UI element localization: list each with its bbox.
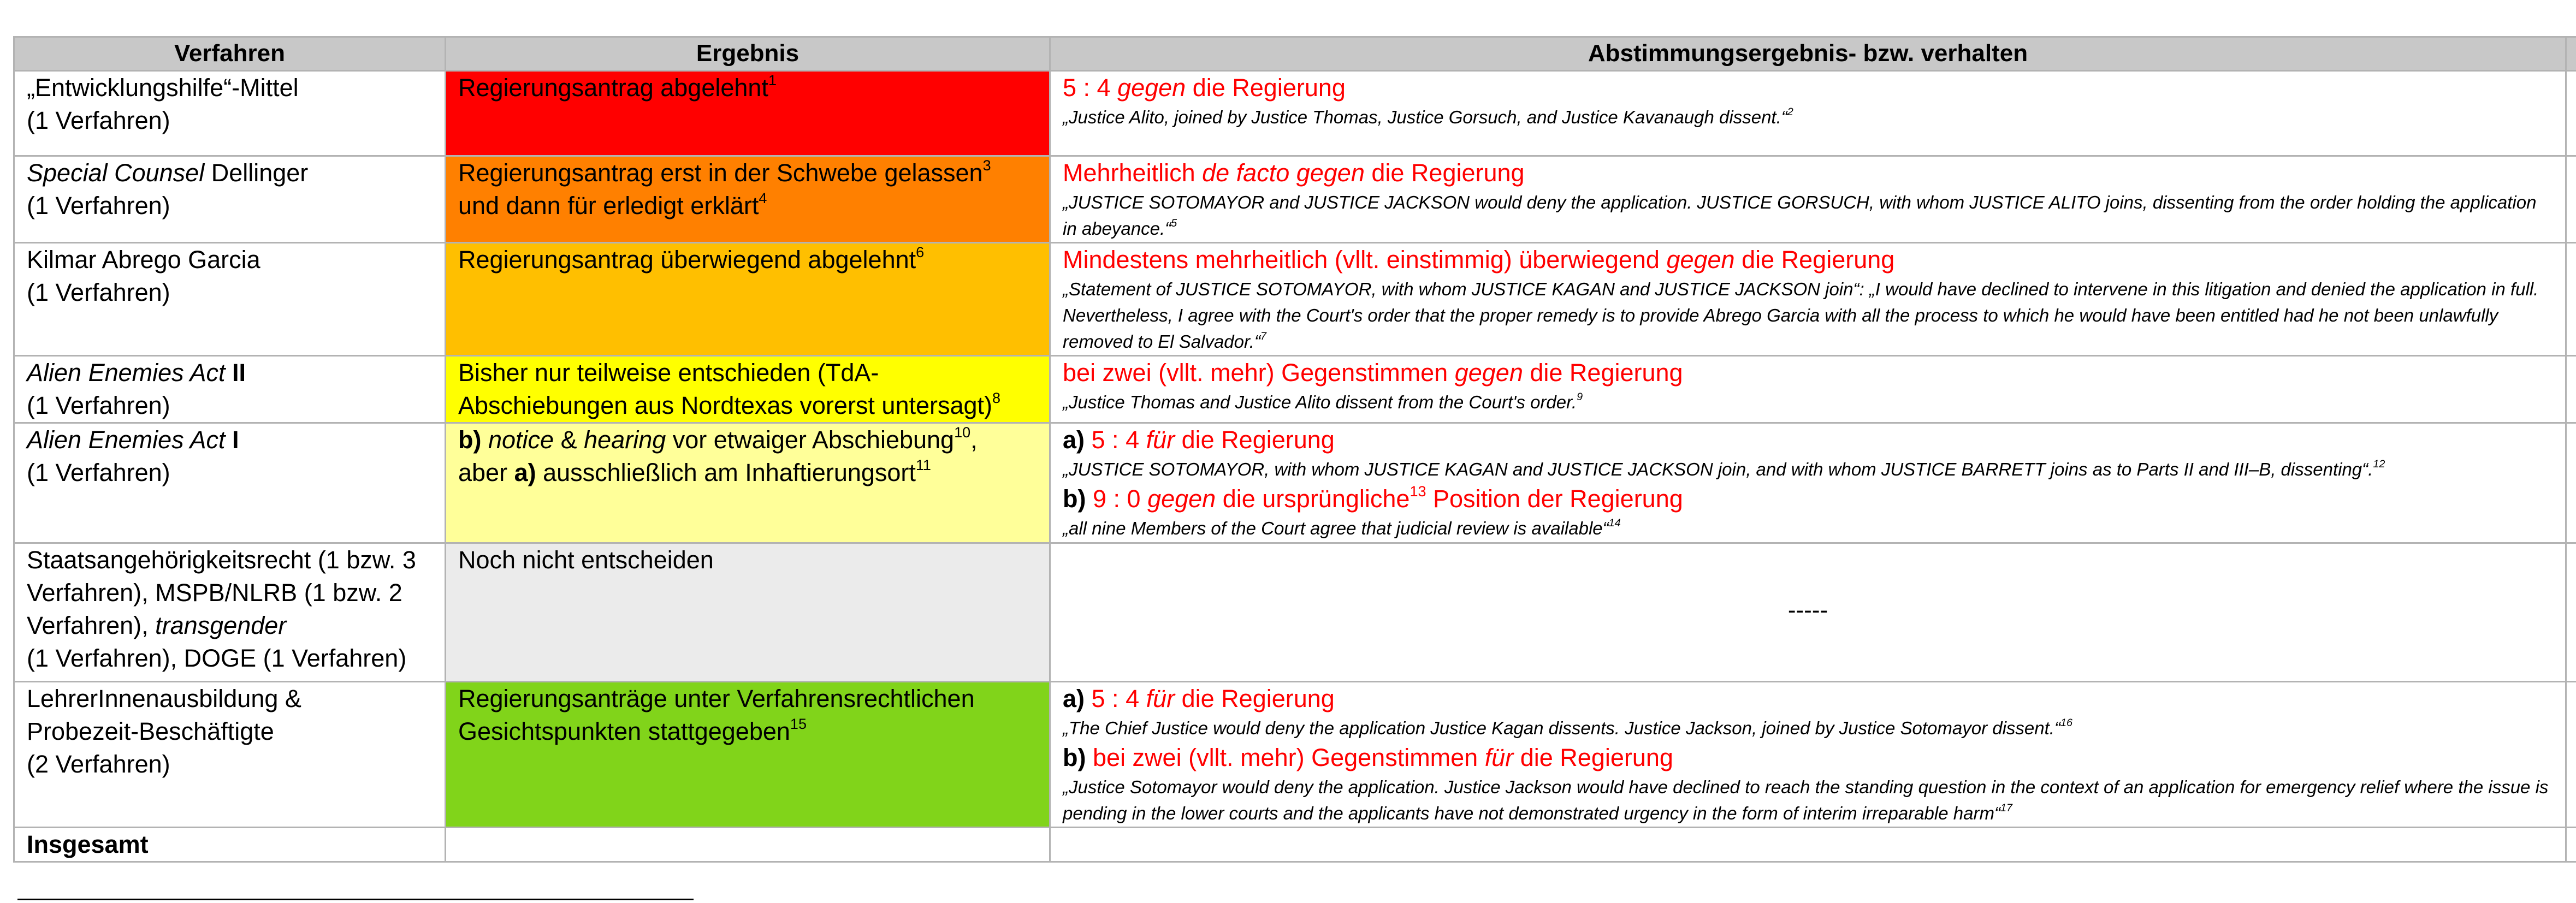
vote-summary-b: b) 9 : 0 gegen die ursprüngliche$^{13}$ Position der Regierung <box>1063 483 1683 513</box>
total-label: Insgesamt <box>14 828 446 862</box>
ergebnis-cell: Bisher nur teilweise entschieden (TdA-Abschiebungen aus Nordtexas vorerst untersagt)$^8$ <box>446 356 1050 423</box>
vote-cell <box>1050 243 2566 356</box>
verfahren-cell: Special Counsel Dellinger (1 Verfahren) <box>14 156 446 243</box>
vote-quote-a: „JUSTICE SOTOMAYOR, with whom JUSTICE KAGAN and JUSTICE JACKSON join, and with whom JUSTICE BARRETT joins as to Parts II and III–B, dissenting“.$^{12}$ <box>1063 458 2385 479</box>
vote-quote: „Statement of JUSTICE SOTOMAYOR, with whom JUSTICE KAGAN and JUSTICE JACKSON join“: „I would have declined to intervene in this litigation and denied the application in full. Nevertheless, I agree with the Court's order that the proper remedy is to provide Abrego Garcia with all the process to which he would have been entitled had he not been unlawfully removed to El Salvador.“$^7$ <box>1063 279 2539 352</box>
table-row <box>14 543 2576 682</box>
table-row <box>14 356 2576 423</box>
table-row <box>14 423 2576 543</box>
vote-quote-b: „all nine Members of the Court agree that judicial review is available“$^{14}$ <box>1063 517 1621 538</box>
footnote-separator <box>17 899 694 900</box>
total-row <box>14 828 2576 862</box>
table-row <box>14 71 2576 156</box>
verfahren-cell: LehrerInnenausbildung & Probezeit-Beschäftigte (2 Verfahren) <box>14 682 446 828</box>
verfahren-cell: Kilmar Abrego Garcia (1 Verfahren) <box>14 243 446 356</box>
vote-summary: Mehrheitlich de facto gegen die Regierung <box>1063 159 1525 187</box>
vote-cell <box>1050 543 2566 682</box>
vote-summary-a: a) 5 : 4 für die Regierung <box>1063 685 1335 712</box>
vote-cell <box>1050 71 2566 156</box>
vote-quote-b: „Justice Sotomayor would deny the application. Justice Jackson would have declined to reach the standing question in the context of an application for emergency relief where the issue is pending in the lower courts and the applicants have not demonstrated urgency in the form of interim irreparable harm“$^{17}$ <box>1063 777 2549 823</box>
vote-summary-b: b) bei zwei (vllt. mehr) Gegenstimmen für die Regierung <box>1063 744 1673 771</box>
ergebnis-cell: b) notice & hearing vor etwaiger Abschiebung$^{10}$, aber a) ausschließlich am Inhaftierungsort$^{11}$ <box>446 423 1050 543</box>
vote-summary: Mindestens mehrheitlich (vllt. einstimmig) überwiegend gegen die Regierung <box>1063 246 1895 274</box>
verfahren-cell: „Entwicklungshilfe“-Mittel (1 Verfahren) <box>14 71 446 156</box>
ergebnis-cell: Regierungsantrag überwiegend abgelehnt$^6$ <box>446 243 1050 356</box>
vote-cell <box>1050 682 2566 828</box>
header-extra <box>2566 37 2576 71</box>
verfahren-cell: Alien Enemies Act II (1 Verfahren) <box>14 356 446 423</box>
vote-quote-a: „The Chief Justice would deny the application Justice Kagan dissents. Justice Jackson, joined by Justice Sotomayor dissent.“$^{16}$ <box>1063 717 2072 738</box>
vote-cell <box>1050 156 2566 243</box>
vote-placeholder: ----- <box>1787 597 1828 623</box>
votes-table <box>13 36 2576 863</box>
vote-summary: 5 : 4 gegen die Regierung <box>1063 74 1346 102</box>
vote-cell <box>1050 356 2566 423</box>
ergebnis-cell: Regierungsantrag erst in der Schwebe gelassen$^3$ und dann für erledigt erklärt$^4$ <box>446 156 1050 243</box>
verfahren-cell: Alien Enemies Act I (1 Verfahren) <box>14 423 446 543</box>
header-row <box>14 37 2576 71</box>
vote-quote: „JUSTICE SOTOMAYOR and JUSTICE JACKSON would deny the application. JUSTICE GORSUCH, with whom JUSTICE ALITO joins, dissenting from the order holding the application in abeyance.“$^5$ <box>1063 192 2537 239</box>
vote-cell <box>1050 423 2566 543</box>
vote-summary: bei zwei (vllt. mehr) Gegenstimmen gegen die Regierung <box>1063 359 1683 387</box>
vote-quote: „Justice Alito, joined by Justice Thomas, Justice Gorsuch, and Justice Kavanaugh dissent.“$^2$ <box>1063 106 1793 127</box>
verfahren-cell: Staatsangehörigkeitsrecht (1 bzw. 3 Verfahren), MSPB/NLRB (1 bzw. 2 Verfahren), transgender (1 Verfahren), DOGE (1 Verfahren) <box>14 543 446 682</box>
header-ergebnis: Ergebnis <box>446 37 1050 71</box>
ergebnis-cell: Noch nicht entscheiden <box>446 543 1050 682</box>
vote-summary-a: a) 5 : 4 für die Regierung <box>1063 426 1335 454</box>
header-verfahren: Verfahren <box>14 37 446 71</box>
table-row <box>14 682 2576 828</box>
header-abstimmung: Abstimmungsergebnis- bzw. verhalten <box>1050 37 2566 71</box>
table-row <box>14 243 2576 356</box>
vote-quote: „Justice Thomas and Justice Alito dissent from the Court's order.$^9$ <box>1063 391 1583 412</box>
ergebnis-cell: Regierungsanträge unter Verfahrensrechtlichen Gesichtspunkten stattgegeben$^{15}$ <box>446 682 1050 828</box>
table-row <box>14 156 2576 243</box>
ergebnis-cell: Regierungsantrag abgelehnt$^1$ <box>446 71 1050 156</box>
